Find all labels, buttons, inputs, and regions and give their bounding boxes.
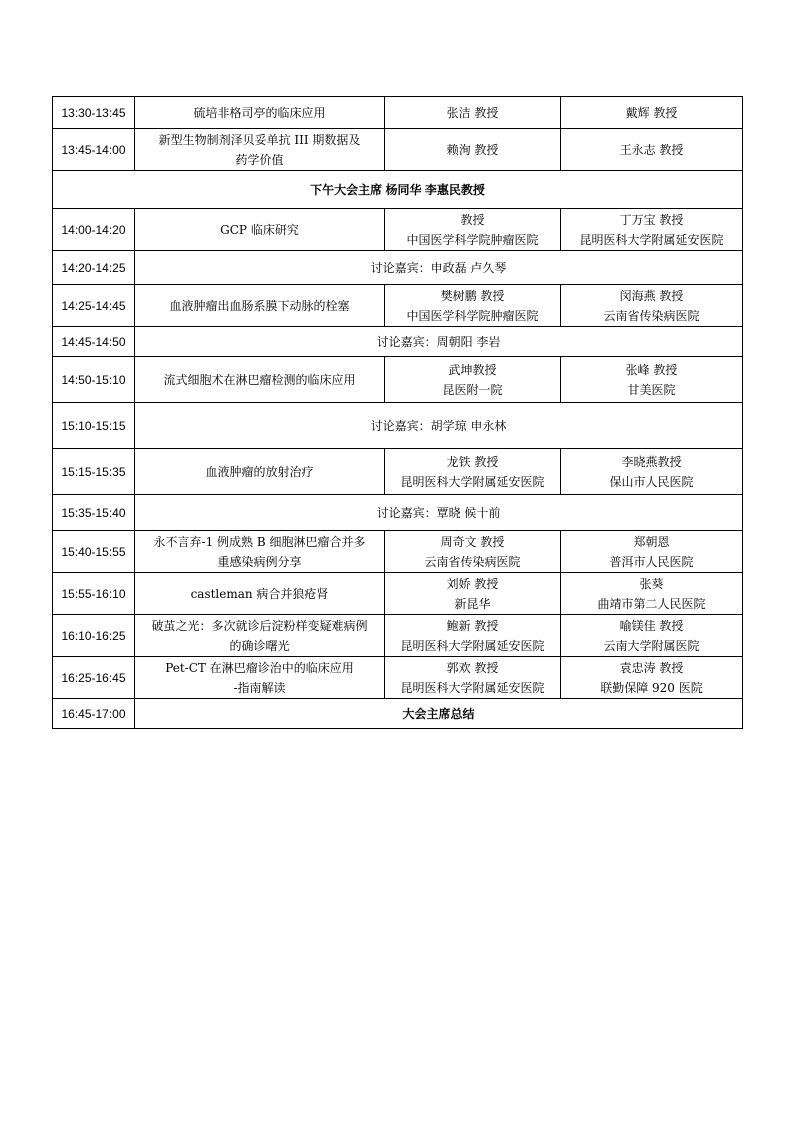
host-cell-line: 袁忠涛 教授 [619, 660, 684, 675]
host-cell [561, 615, 743, 657]
table-row [53, 285, 743, 327]
speaker-cell-line: 昆明医科大学附属延安医院 [400, 680, 545, 695]
host-cell-line: 丁万宝 教授 [619, 212, 684, 227]
time-slot: 14:45-14:50 [53, 327, 135, 357]
speaker-cell [385, 209, 561, 251]
speaker-cell [385, 573, 561, 615]
time-slot: 15:55-16:10 [53, 573, 135, 615]
time-slot: 15:15-15:35 [53, 449, 135, 495]
speaker-cell-line: 刘娇 教授 [446, 576, 499, 591]
talk-topic [135, 357, 385, 403]
time-slot: 13:30-13:45 [53, 97, 135, 129]
table-row [53, 699, 743, 729]
table-row [53, 357, 743, 403]
speaker-cell-line: 中国医学科学院肿瘤医院 [406, 232, 539, 247]
time-slot: 16:25-16:45 [53, 657, 135, 699]
host-cell-line: 闵海燕 教授 [619, 288, 684, 303]
time-slot: 16:45-17:00 [53, 699, 135, 729]
table-row [53, 209, 743, 251]
speaker-cell-line: 赖洵 教授 [446, 142, 499, 157]
talk-topic [135, 209, 385, 251]
talk-topic-line: 的确诊曙光 [229, 638, 290, 653]
table-row [53, 403, 743, 449]
host-cell-line: 联勤保障 920 医院 [600, 680, 703, 695]
host-cell [561, 97, 743, 129]
talk-topic [135, 97, 385, 129]
time-slot: 15:35-15:40 [53, 495, 135, 531]
talk-topic [135, 657, 385, 699]
host-cell-line: 云南省传染病医院 [603, 308, 700, 323]
talk-topic-line: GCP 临床研究 [220, 222, 299, 237]
talk-topic-line: 血液肿瘤出血肠系膜下动脉的栓塞 [169, 298, 350, 313]
talk-topic-line: 流式细胞术在淋巴瘤检测的临床应用 [163, 372, 356, 387]
talk-topic-line: 硫培非格司亭的临床应用 [193, 105, 326, 120]
speaker-cell-line: 鲍新 教授 [446, 618, 499, 633]
speaker-cell [385, 357, 561, 403]
table-row [53, 531, 743, 573]
host-cell [561, 357, 743, 403]
speaker-cell-line: 教授 [460, 212, 485, 227]
talk-topic-line: Pet-CT 在淋巴瘤诊治中的临床应用 [165, 660, 354, 675]
talk-topic [135, 615, 385, 657]
time-slot: 14:25-14:45 [53, 285, 135, 327]
speaker-cell-line: 张洁 教授 [446, 105, 499, 120]
table-row [53, 171, 743, 209]
host-cell [561, 285, 743, 327]
time-slot: 15:10-15:15 [53, 403, 135, 449]
host-cell-line: 普洱市人民医院 [609, 554, 694, 569]
host-cell-line: 云南大学附属医院 [603, 638, 700, 653]
table-row [53, 449, 743, 495]
host-cell [561, 449, 743, 495]
speaker-cell-line: 云南省传染病医院 [424, 554, 521, 569]
host-cell-line: 张峰 教授 [625, 362, 678, 377]
host-cell-line: 曲靖市第二人民医院 [597, 596, 706, 611]
talk-topic-line: 破茧之光：多次就诊后淀粉样变疑难病例 [151, 618, 368, 633]
speaker-cell-line: 昆明医科大学附属延安医院 [400, 474, 545, 489]
talk-topic-line: 新型生物制剂泽贝妥单抗 III 期数据及 [158, 132, 361, 147]
talk-topic-line: 药学价值 [235, 152, 284, 167]
time-slot: 14:00-14:20 [53, 209, 135, 251]
host-cell-line: 王永志 教授 [619, 142, 684, 157]
table-row [53, 251, 743, 285]
speaker-cell [385, 129, 561, 171]
host-cell [561, 129, 743, 171]
schedule-table [52, 96, 743, 729]
speaker-cell-line: 樊树鹏 教授 [440, 288, 505, 303]
time-slot: 14:20-14:25 [53, 251, 135, 285]
speaker-cell [385, 285, 561, 327]
speaker-cell [385, 449, 561, 495]
speaker-cell [385, 531, 561, 573]
talk-topic-line: castleman 病合并狼疮肾 [190, 586, 329, 601]
host-cell-line: 李晓燕教授 [621, 454, 682, 469]
closing-summary: 大会主席总结 [135, 699, 743, 729]
time-slot: 16:10-16:25 [53, 615, 135, 657]
time-slot: 14:50-15:10 [53, 357, 135, 403]
host-cell-line: 张葵 [639, 576, 664, 591]
table-row [53, 327, 743, 357]
speaker-cell-line: 昆明医科大学附属延安医院 [400, 638, 545, 653]
schedule-body [53, 97, 743, 729]
host-cell-line: 保山市人民医院 [609, 474, 694, 489]
host-cell [561, 657, 743, 699]
talk-topic-line: -指南解读 [233, 680, 286, 695]
speaker-cell [385, 97, 561, 129]
table-row [53, 97, 743, 129]
talk-topic-line: 重感染病例分享 [217, 554, 302, 569]
host-cell-line: 郑朝恩 [633, 534, 670, 549]
time-slot: 15:40-15:55 [53, 531, 135, 573]
table-row [53, 615, 743, 657]
table-row [53, 495, 743, 531]
host-cell-line: 戴辉 教授 [625, 105, 678, 120]
host-cell-line: 甘美医院 [627, 382, 676, 397]
host-cell-line: 昆明医科大学附属延安医院 [579, 232, 724, 247]
discussion-guests: 讨论嘉宾：覃晓 候十前 [135, 495, 743, 531]
talk-topic-line: 永不言弃-1 例成熟 B 细胞淋巴瘤合并多 [153, 534, 366, 549]
talk-topic [135, 449, 385, 495]
table-row [53, 657, 743, 699]
talk-topic [135, 573, 385, 615]
host-cell [561, 531, 743, 573]
session-chair-header: 下午大会主席 杨同华 李惠民教授 [53, 171, 743, 209]
speaker-cell-line: 中国医学科学院肿瘤医院 [406, 308, 539, 323]
table-row [53, 573, 743, 615]
host-cell [561, 573, 743, 615]
talk-topic [135, 129, 385, 171]
speaker-cell-line: 周奇文 教授 [440, 534, 505, 549]
speaker-cell-line: 昆医附一院 [442, 382, 503, 397]
speaker-cell [385, 615, 561, 657]
discussion-guests: 讨论嘉宾：申政磊 卢久琴 [135, 251, 743, 285]
talk-topic-line: 血液肿瘤的放射治疗 [205, 464, 314, 479]
host-cell-line: 喻镁佳 教授 [619, 618, 684, 633]
speaker-cell-line: 武坤教授 [448, 362, 497, 377]
speaker-cell [385, 657, 561, 699]
discussion-guests: 讨论嘉宾：胡学琼 申永林 [135, 403, 743, 449]
talk-topic [135, 531, 385, 573]
speaker-cell-line: 郭欢 教授 [446, 660, 499, 675]
discussion-guests: 讨论嘉宾：周朝阳 李岩 [135, 327, 743, 357]
time-slot: 13:45-14:00 [53, 129, 135, 171]
speaker-cell-line: 龙铁 教授 [446, 454, 499, 469]
host-cell [561, 209, 743, 251]
talk-topic [135, 285, 385, 327]
speaker-cell-line: 新昆华 [454, 596, 491, 611]
table-row [53, 129, 743, 171]
